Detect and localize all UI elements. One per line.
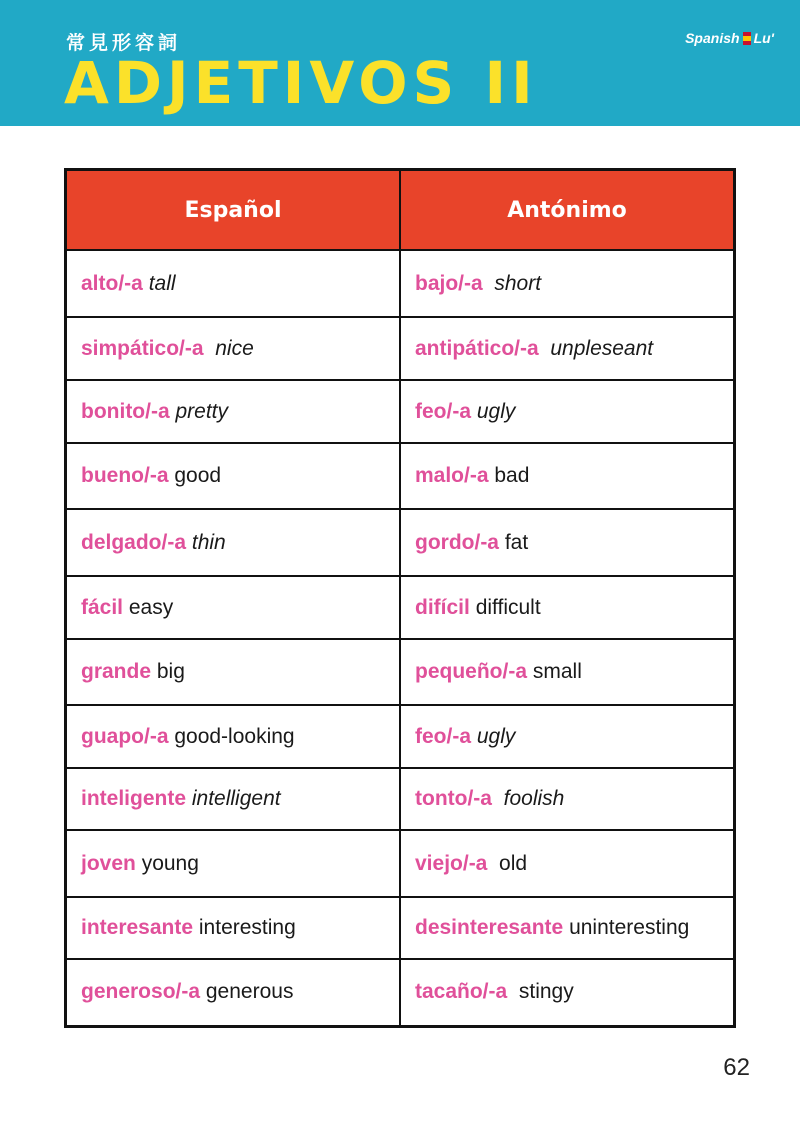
page-title: ADJETIVOS II xyxy=(64,49,538,117)
english-translation: difficult xyxy=(475,595,541,619)
cell-adjective xyxy=(66,897,401,959)
cell-adjective xyxy=(66,250,401,317)
english-translation: foolish xyxy=(503,787,565,810)
cell-antonym xyxy=(400,250,735,317)
spanish-word: feo/-a xyxy=(415,399,472,423)
cell-adjective xyxy=(66,380,401,443)
spanish-word: tacaño/-a xyxy=(415,980,508,1004)
english-translation: fat xyxy=(504,530,529,554)
english-translation: good-looking xyxy=(174,724,295,748)
english-translation: generous xyxy=(205,980,294,1004)
cell-adjective xyxy=(66,317,401,380)
spanish-word: bajo/-a xyxy=(415,271,483,295)
spanish-word: gordo/-a xyxy=(415,530,499,554)
spanish-word: bonito/-a xyxy=(81,399,170,423)
spanish-word: malo/-a xyxy=(415,464,489,487)
english-translation: pretty xyxy=(175,399,229,423)
cell-antonym xyxy=(400,443,735,509)
cell-adjective xyxy=(66,705,401,768)
spanish-word: difícil xyxy=(415,595,470,619)
cell-adjective xyxy=(66,443,401,509)
english-translation: nice xyxy=(215,336,254,360)
english-translation: short xyxy=(494,271,542,295)
table-header-row xyxy=(66,170,735,251)
spanish-word: alto/-a xyxy=(81,271,143,295)
table-row xyxy=(66,509,735,576)
spanish-word: inteligente xyxy=(81,787,187,810)
table-row xyxy=(66,576,735,639)
cell-antonym xyxy=(400,830,735,897)
english-translation: stingy xyxy=(518,980,574,1004)
cell-antonym xyxy=(400,509,735,576)
english-translation: unpleseant xyxy=(550,336,654,360)
english-translation: thin xyxy=(191,530,226,554)
cell-adjective xyxy=(66,768,401,830)
spanish-word: joven xyxy=(81,851,136,875)
english-translation: good xyxy=(174,464,222,487)
cell-adjective xyxy=(66,959,401,1026)
spanish-word: feo/-a xyxy=(415,724,472,748)
table-row xyxy=(66,443,735,509)
table-row xyxy=(66,380,735,443)
spanish-word: grande xyxy=(81,660,152,683)
english-translation: small xyxy=(532,660,582,683)
brand-text-left: Spanish xyxy=(685,30,740,46)
spanish-word: delgado/-a xyxy=(81,530,187,554)
table-row xyxy=(66,897,735,959)
english-translation: old xyxy=(499,851,528,875)
table-row xyxy=(66,705,735,768)
spain-flag-icon xyxy=(743,32,751,45)
spanish-word: viejo/-a xyxy=(415,851,488,875)
english-translation: ugly xyxy=(476,724,516,748)
cell-adjective xyxy=(66,509,401,576)
spanish-word: bueno/-a xyxy=(81,464,169,487)
english-translation: tall xyxy=(148,271,176,295)
english-translation: easy xyxy=(128,595,174,619)
cell-antonym xyxy=(400,380,735,443)
chinese-subtitle: 常見形容詞 xyxy=(66,32,182,54)
cell-antonym xyxy=(400,959,735,1026)
spanish-word: pequeño/-a xyxy=(415,660,528,683)
english-translation: ugly xyxy=(476,399,516,423)
vocabulary-table xyxy=(64,168,736,1028)
spanish-word: desinteresante xyxy=(415,916,564,939)
brand-logo xyxy=(685,30,774,46)
cell-adjective xyxy=(66,830,401,897)
english-translation: big xyxy=(156,660,185,683)
english-translation: intelligent xyxy=(191,787,281,810)
header-banner xyxy=(0,0,800,126)
english-translation: young xyxy=(141,851,199,875)
spanish-word: interesante xyxy=(81,916,194,939)
spanish-word: generoso/-a xyxy=(81,980,201,1004)
cell-antonym xyxy=(400,705,735,768)
header-espanol: Español xyxy=(66,170,401,251)
brand-text-right: Lu' xyxy=(753,30,774,46)
header-antonimo: Antónimo xyxy=(400,170,735,251)
spanish-word: fácil xyxy=(81,595,124,619)
table-row xyxy=(66,250,735,317)
table-row xyxy=(66,639,735,705)
spanish-word: antipático/-a xyxy=(415,336,539,360)
table-row xyxy=(66,768,735,830)
table-row xyxy=(66,317,735,380)
cell-antonym xyxy=(400,768,735,830)
page-number: 62 xyxy=(723,1054,750,1081)
cell-adjective xyxy=(66,576,401,639)
spanish-word: tonto/-a xyxy=(415,787,492,810)
spanish-word: simpático/-a xyxy=(81,336,204,360)
cell-antonym xyxy=(400,639,735,705)
english-translation: uninteresting xyxy=(569,916,690,939)
english-translation: interesting xyxy=(198,916,296,939)
cell-antonym xyxy=(400,576,735,639)
english-translation: bad xyxy=(494,464,530,487)
table-row xyxy=(66,959,735,1026)
cell-adjective xyxy=(66,639,401,705)
cell-antonym xyxy=(400,317,735,380)
table-row xyxy=(66,830,735,897)
cell-antonym xyxy=(400,897,735,959)
spanish-word: guapo/-a xyxy=(81,724,169,748)
